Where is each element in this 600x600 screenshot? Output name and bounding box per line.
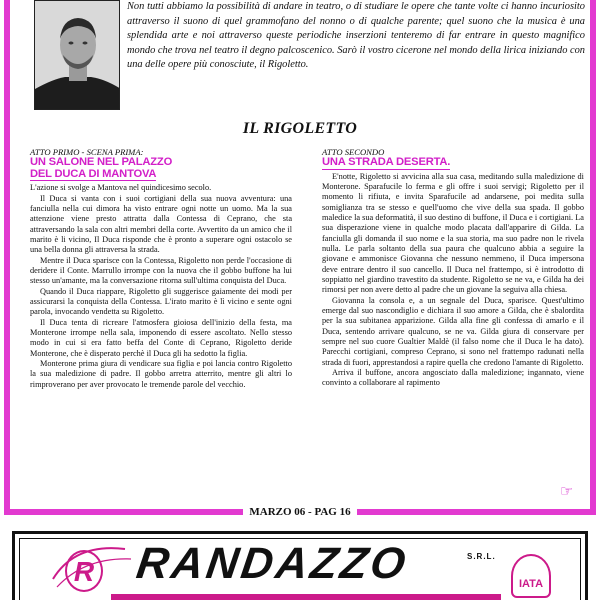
page-footer bbox=[0, 506, 600, 518]
randazzo-logo-icon: R bbox=[65, 550, 103, 592]
page-number-label: MARZO 06 - PAG 16 bbox=[243, 506, 356, 518]
left-scene-title-line2: DEL DUCA DI MANTOVA bbox=[30, 167, 157, 180]
left-paragraph: Il Duca tenta di ricreare l'atmosfera gioiosa dell'inizio della festa, ma Monterone irrompe nella sala, imponendo di essere ascoltato. Nello stesso modo in cui si era fatto beffa del Conte di Ceprano, Rigoletto deride Monterone, che è disperato perchè il Duca gli ha sedotto la figlia. bbox=[30, 317, 292, 358]
pointing-hand-icon: ☞ bbox=[560, 482, 574, 500]
left-scene-title bbox=[30, 157, 292, 183]
ad-brand-name: RANDAZZO bbox=[133, 539, 412, 588]
randazzo-advertisement bbox=[12, 531, 588, 600]
article-title: IL RIGOLETTO bbox=[242, 120, 358, 137]
iata-label: IATA bbox=[518, 578, 544, 590]
left-column bbox=[30, 147, 292, 390]
ad-accent-bar bbox=[111, 594, 501, 600]
left-paragraph: Il Duca si vanta con i suoi cortigiani della sua nuova avventura: una fanciulla nella cui dimora ha visto entrare ogni notte un uomo. Ma la sua attenzione viene presto attratta dalla Contessa di Ceprano, che sta attraversando la sala con altri membri della corte. Avvertito da un amico che il marito è li vicino, Il Duca risponde che è pronto a superare ogni ostacolo se una bella donna gli attraversa la strada. bbox=[30, 193, 292, 255]
author-portrait-image bbox=[35, 1, 120, 110]
left-paragraph: Monterone prima giura di vendicare sua figlia e poi lancia contro Rigoletto la sua maledizione di padre. Il gobbo arretra atterrito, mentre gli altri lo rimproverano per aver provocato le tremende parole del vecchio. bbox=[30, 359, 292, 389]
right-column bbox=[322, 147, 584, 389]
right-scene-title: UNA STRADA DESERTA. bbox=[322, 156, 451, 168]
left-paragraph: Mentre il Duca sparisce con la Contessa, Rigoletto non perde l'occasione di deridere il Conte. Marrullo irrompe con la nuova che il gobbo buffone ha lui stesso un'amante, ma la conversazione ritorna sull'ultima conquista del Duca. bbox=[30, 255, 292, 286]
intro-text: Non tutti abbiamo la possibilità di andare in teatro, o di studiare le opere che tante volte ci hanno incuriosito attraverso il suono di quel grammofano del nonno o di qualche parente; quel suono che la musica è una splendida arte e noi attraverso queste periodiche inserzioni tenteremo di far entrare in questo magnifico mondo che trova nel teatro il degno palcoscenico. Sarò il vostro cicerone nel mondo della lirica iniziando con una delle opere più conosciute, il Rigoletto. bbox=[127, 1, 585, 71]
left-paragraph: Quando il Duca riappare, Rigoletto gli suggerisce gaiamente dei modi per assicurarsi la conquista della Contessa. L'irato marito è lì vicino e sente ogni parola, invocando vendetta su Rigoletto. bbox=[30, 286, 292, 317]
right-act-label: ATTO SECONDO bbox=[322, 147, 385, 157]
left-scene-title-line1: UN SALONE NEL PALAZZO bbox=[30, 156, 173, 168]
left-act-label: ATTO PRIMO - SCENA PRIMA: bbox=[30, 147, 144, 157]
right-paragraph: E'notte, Rigoletto si avvicina alla sua casa, meditando sulla maledizione di Monterone. Sparafucile lo ferma e gli offre i suoi servigi; Rigoletto per il momento li rifiuta, e invita Sparafucile ad andarsene, poi medita sulla somiglianza tra se stesso e quell'uomo che vive della sua spada. Il gobbo maledice la sua deformatità, il suo destino di buffone, il Duca e i cortigiani. La sua disperazione viene in qualche modo placata dall'apparire di Gilda. La fanciulla gli domanda il suo nome e la sua storia, ma suo padre non le rivela nulla. Le parla soltanto della sua paura che qualcuno abbia a seguire la giovane e ammonisce Giovanna che nessuno nemmeno, il Duca impersona deve entrare dentro il suo cancello. Il Duca nel frattempo, si è introdotto di soppiatto nel giardino travestito da studente. Rigoletto se ne va, e Gilda ha dei rimorsi per non avere detto al padre che un giovane la seguiva alla chiesa. bbox=[322, 171, 584, 295]
author-photo bbox=[34, 0, 120, 110]
ad-company-suffix: S.R.L. bbox=[467, 552, 496, 561]
iata-logo-icon bbox=[511, 554, 551, 598]
right-paragraph: Arriva il buffone, ancora angosciato dalla maledizione; ingannato, viene convinto a collaborare al rapimento bbox=[322, 368, 584, 388]
right-paragraph: Giovanna la consola e, a un segnale del Duca, sparisce. Quest'ultimo emerge dal suo nascondiglio e dichiara il suo amore a Gilda, che è sbalordita per la sua subitanea apparizione. Gilda alla fine gli confessa di amarlo e il Duca, sentendo arrivare qualcuno, se ne va. Gilda giura di conservare per sempre nel suo cuore Gualtier Maldè (il falso nome che il Duca le ha dato). Parecchi cortigiani, compreso Ceprano, si sono nel frattempo radunati nella strada di fuori, apprestandosi a rapire quella che credono l'amante di Rigoletto. bbox=[322, 295, 584, 367]
left-paragraph: L'azione si svolge a Mantova nel quindicesimo secolo. bbox=[30, 183, 212, 193]
